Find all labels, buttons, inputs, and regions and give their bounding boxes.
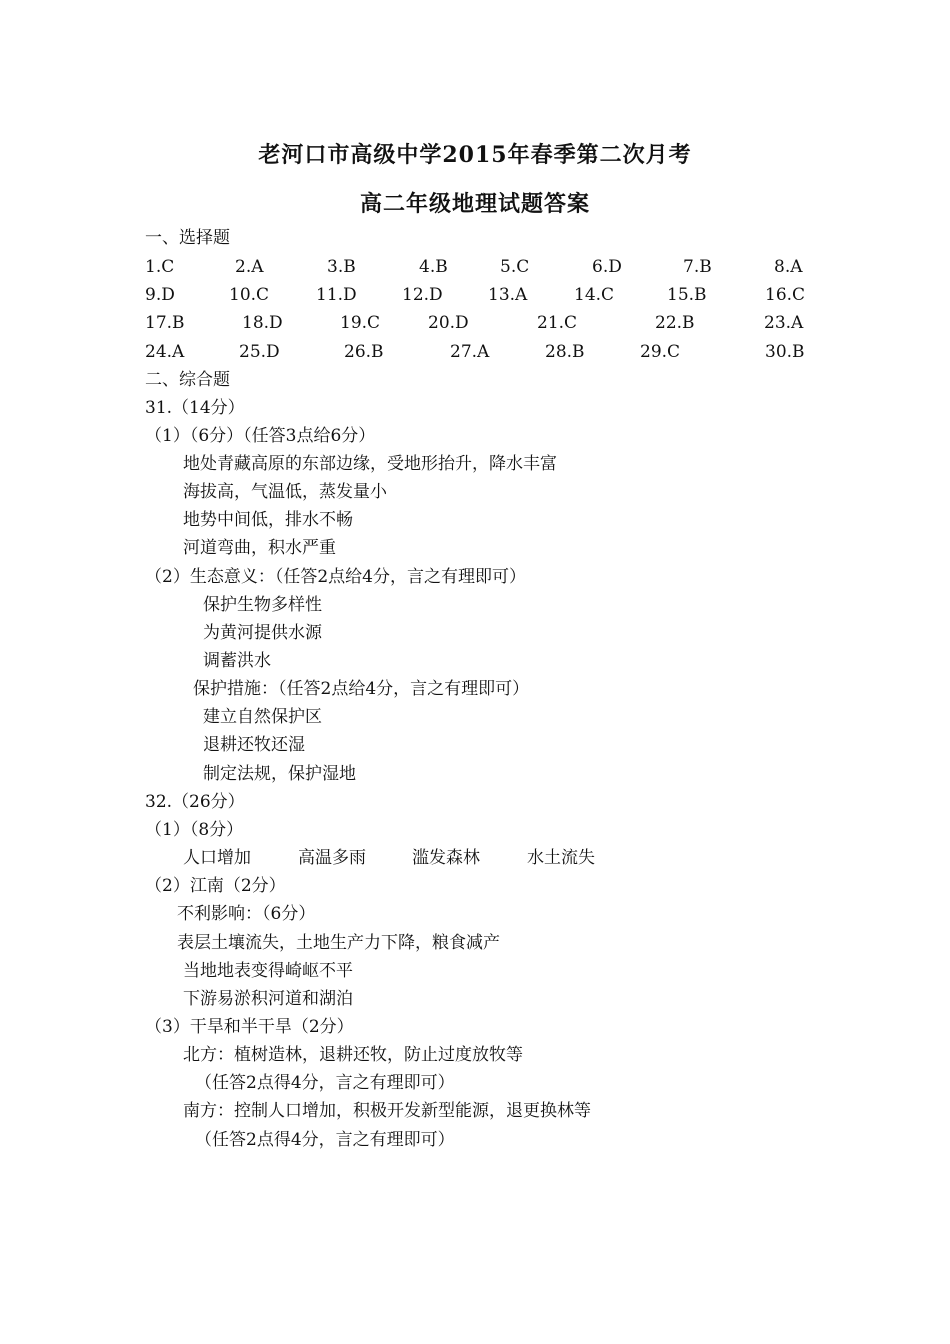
mc-answer-row xyxy=(145,311,805,335)
mc-answer: 5.C xyxy=(500,257,530,277)
answer-point: 为黄河提供水源 xyxy=(203,623,322,643)
mc-answer: 26.B xyxy=(344,342,384,362)
mc-answer: 20.D xyxy=(428,313,469,333)
answer-point: 地处青藏高原的东部边缘，受地形抬升，降水丰富 xyxy=(183,454,557,474)
answer-point: 保护生物多样性 xyxy=(203,595,322,615)
mc-answer: 3.B xyxy=(327,257,356,277)
mc-answer: 28.B xyxy=(545,342,585,362)
mc-answer: 4.B xyxy=(419,257,448,277)
section-2-label: 二、综合题 xyxy=(145,370,230,390)
q31-part2-head: （2）生态意义：（任答2点给4分，言之有理即可） xyxy=(145,567,526,587)
answer-point: 制定法规，保护湿地 xyxy=(203,764,356,784)
answer-point: 水土流失 xyxy=(527,848,595,868)
q32-part2-head: （2）江南（2分） xyxy=(145,876,286,896)
answer-point: 下游易淤积河道和湖泊 xyxy=(183,989,353,1009)
answer-point: 当地地表变得崎岖不平 xyxy=(183,961,353,981)
q32-part2-sub: 不利影响：（6分） xyxy=(177,904,316,924)
answer-point: 河道弯曲，积水严重 xyxy=(183,538,336,558)
scoring-note: （任答2点得4分，言之有理即可） xyxy=(195,1073,455,1093)
mc-answer: 1.C xyxy=(145,257,175,277)
mc-answer: 9.D xyxy=(145,285,175,305)
document-title: 老河口市高级中学2015年春季第二次月考 xyxy=(258,142,692,168)
answer-point-south: 南方：控制人口增加，积极开发新型能源，退更换林等 xyxy=(183,1101,591,1121)
answer-point: 表层土壤流失，土地生产力下降，粮食减产 xyxy=(177,933,500,953)
answer-point: 海拔高，气温低，蒸发量小 xyxy=(183,482,387,502)
mc-answer: 30.B xyxy=(765,342,805,362)
mc-answer: 11.D xyxy=(316,285,357,305)
mc-answer: 22.B xyxy=(655,313,695,333)
q31-part2-measures-head: 保护措施：（任答2点给4分，言之有理即可） xyxy=(193,679,530,699)
mc-answer: 16.C xyxy=(765,285,806,305)
mc-answer: 13.A xyxy=(488,285,528,305)
mc-answer: 15.B xyxy=(667,285,707,305)
mc-answer: 7.B xyxy=(683,257,712,277)
mc-answer: 24.A xyxy=(145,342,185,362)
mc-answer-row xyxy=(145,255,805,279)
document-subtitle: 高二年级地理试题答案 xyxy=(359,191,590,217)
answer-point: 建立自然保护区 xyxy=(203,707,322,727)
mc-answer: 14.C xyxy=(574,285,615,305)
mc-answer: 19.C xyxy=(340,313,381,333)
mc-answer: 21.C xyxy=(537,313,578,333)
q32-label: 32.（26分） xyxy=(145,792,245,812)
answer-point: 高温多雨 xyxy=(298,848,366,868)
mc-answer: 18.D xyxy=(242,313,283,333)
answer-point-north: 北方：植树造林，退耕还牧，防止过度放牧等 xyxy=(183,1045,523,1065)
answer-point: 地势中间低，排水不畅 xyxy=(183,510,353,530)
q31-label: 31.（14分） xyxy=(145,398,245,418)
mc-answer: 12.D xyxy=(402,285,443,305)
mc-answer: 29.C xyxy=(640,342,681,362)
mc-answer: 8.A xyxy=(774,257,803,277)
mc-answer: 17.B xyxy=(145,313,185,333)
mc-answer: 2.A xyxy=(235,257,264,277)
section-1-label: 一、选择题 xyxy=(145,228,230,248)
q32-part1-head: （1）（8分） xyxy=(145,820,244,840)
scoring-note: （任答2点得4分，言之有理即可） xyxy=(195,1130,455,1150)
answer-point: 人口增加 xyxy=(183,848,251,868)
answer-point: 调蓄洪水 xyxy=(203,651,271,671)
q32-part1-answers xyxy=(183,846,843,870)
answer-point: 退耕还牧还湿 xyxy=(203,735,305,755)
mc-answer: 23.A xyxy=(764,313,804,333)
mc-answer: 10.C xyxy=(229,285,270,305)
mc-answer-row xyxy=(145,283,805,307)
q31-part1-head: （1）（6分）（任答3点给6分） xyxy=(145,426,376,446)
q32-part3-head: （3）干旱和半干旱（2分） xyxy=(145,1017,354,1037)
mc-answer: 27.A xyxy=(450,342,490,362)
mc-answer: 6.D xyxy=(592,257,622,277)
answer-point: 滥发森林 xyxy=(412,848,480,868)
mc-answer: 25.D xyxy=(239,342,280,362)
mc-answer-row xyxy=(145,340,805,364)
